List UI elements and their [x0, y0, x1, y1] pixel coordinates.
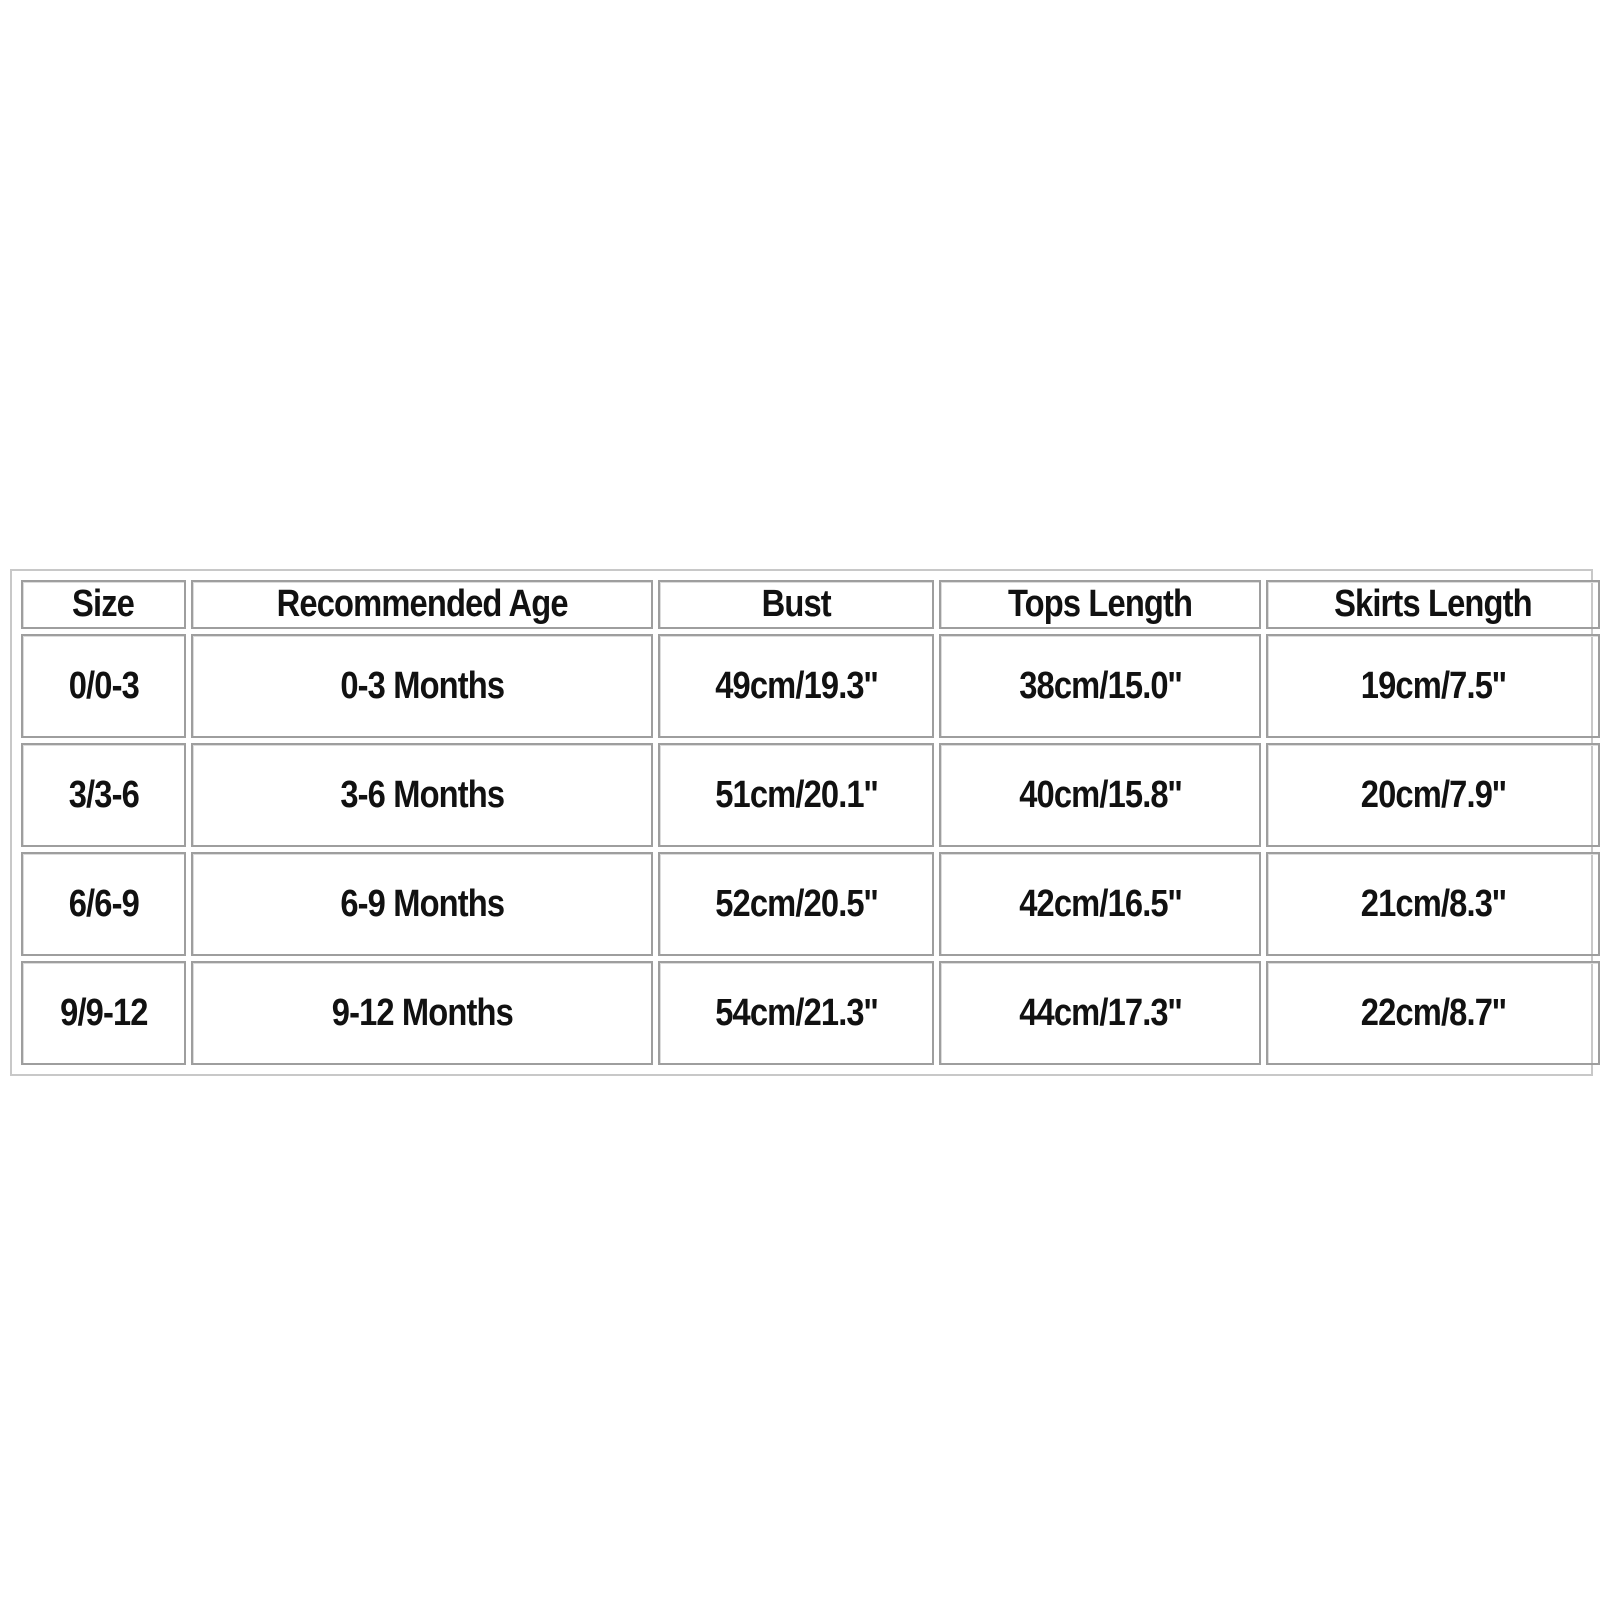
- cell-size: 6/6-9: [21, 852, 186, 956]
- cell-recommended-age: 6-9 Months: [191, 852, 653, 956]
- cell-tops-length: 40cm/15.8'': [939, 743, 1261, 847]
- header-skirts-length: Skirts Length: [1266, 580, 1600, 629]
- cell-recommended-age: 3-6 Months: [191, 743, 653, 847]
- cell-skirts-length: 20cm/7.9'': [1266, 743, 1600, 847]
- table-row: [21, 961, 1600, 1065]
- cell-size: 0/0-3: [21, 634, 186, 738]
- cell-bust: 49cm/19.3'': [658, 634, 934, 738]
- cell-skirts-length: 22cm/8.7'': [1266, 961, 1600, 1065]
- table-row: [21, 743, 1600, 847]
- cell-tops-length: 42cm/16.5'': [939, 852, 1261, 956]
- size-chart-table: [16, 575, 1600, 1070]
- cell-size: 9/9-12: [21, 961, 186, 1065]
- cell-bust: 51cm/20.1'': [658, 743, 934, 847]
- cell-bust: 52cm/20.5'': [658, 852, 934, 956]
- cell-tops-length: 44cm/17.3'': [939, 961, 1261, 1065]
- cell-tops-length: 38cm/15.0'': [939, 634, 1261, 738]
- cell-bust: 54cm/21.3'': [658, 961, 934, 1065]
- cell-recommended-age: 0-3 Months: [191, 634, 653, 738]
- table-header-row: [21, 580, 1600, 629]
- cell-skirts-length: 19cm/7.5'': [1266, 634, 1600, 738]
- header-recommended-age: Recommended Age: [191, 580, 653, 629]
- header-size: Size: [21, 580, 186, 629]
- size-chart-table-container: [10, 569, 1593, 1076]
- cell-size: 3/3-6: [21, 743, 186, 847]
- header-tops-length: Tops Length: [939, 580, 1261, 629]
- cell-recommended-age: 9-12 Months: [191, 961, 653, 1065]
- table-row: [21, 852, 1600, 956]
- table-row: [21, 634, 1600, 738]
- header-bust: Bust: [658, 580, 934, 629]
- cell-skirts-length: 21cm/8.3'': [1266, 852, 1600, 956]
